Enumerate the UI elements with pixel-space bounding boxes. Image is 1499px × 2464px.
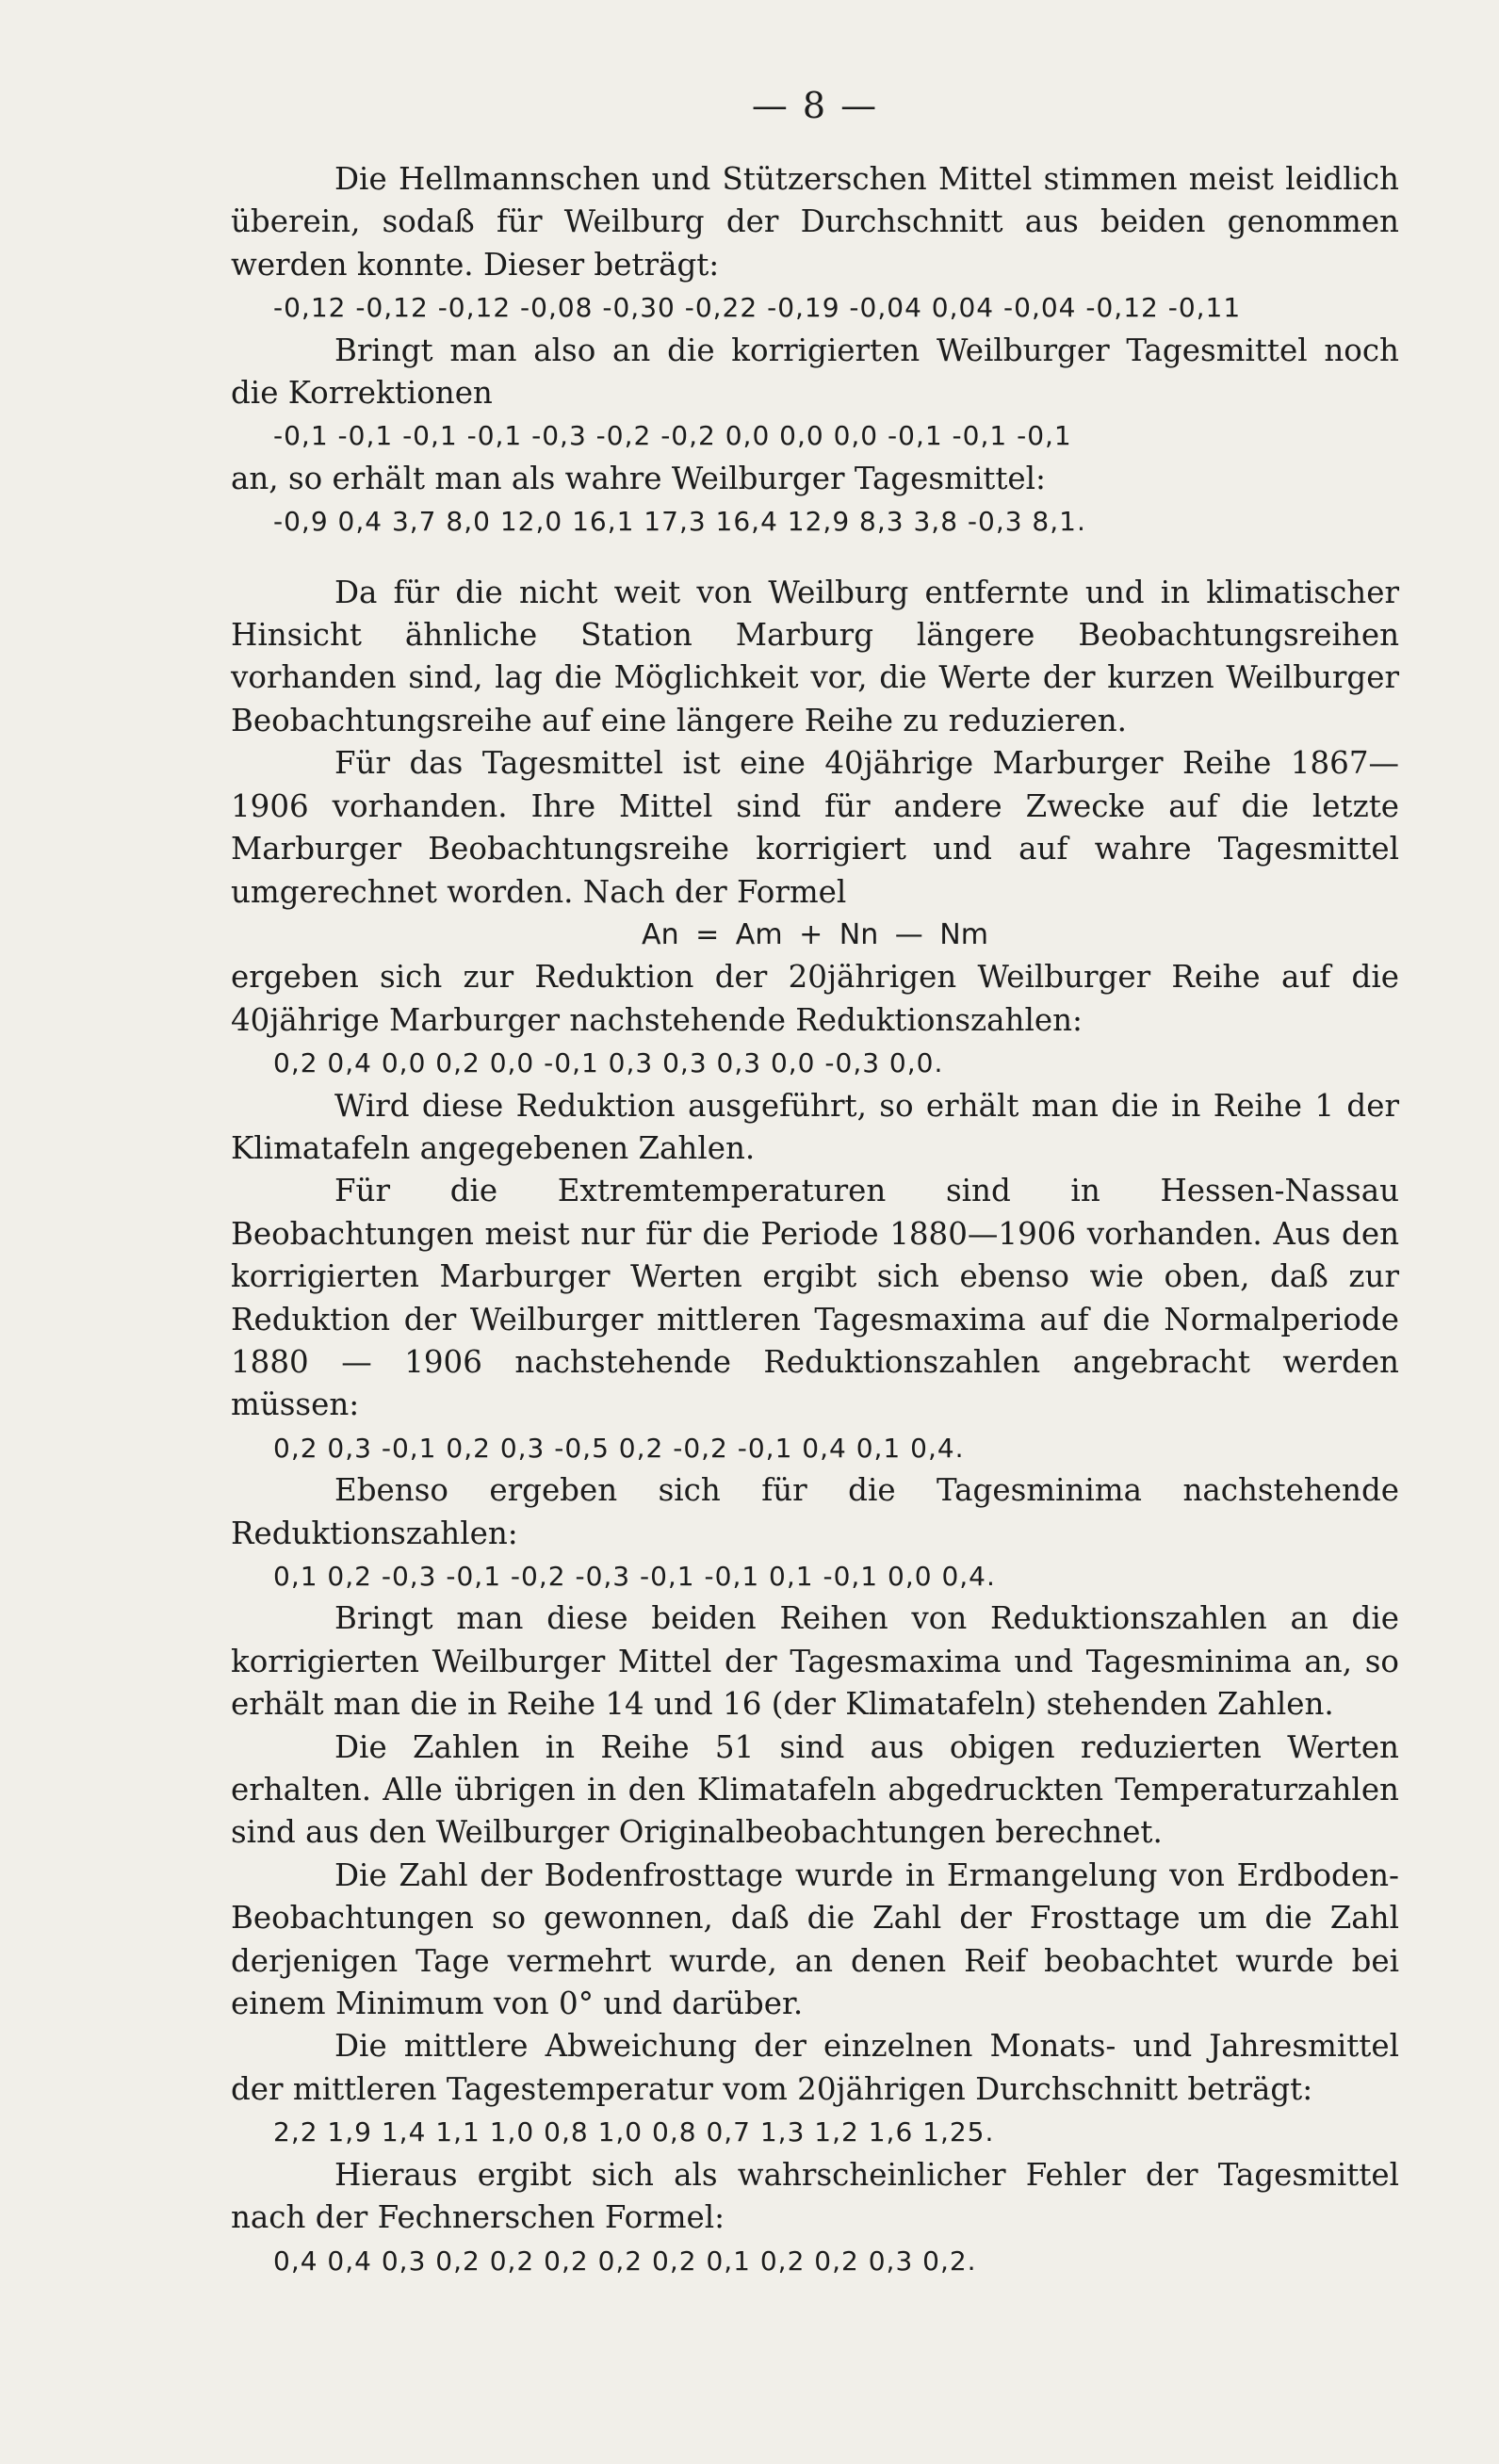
number-row: -0,12 -0,12 -0,12 -0,08 -0,30 -0,22 -0,19 -0,04 0,04 -0,04 -0,12 -0,11 [273,292,1242,324]
paragraph: Die mittlere Abweichung der einzelnen Monats- und Jahresmittel der mittleren Tagestemperatur vom 20jährigen Durchschnitt beträgt: [231,2028,1399,2107]
formula: An = Am + Nn — Nm [642,917,988,951]
number-row: 0,1 0,2 -0,3 -0,1 -0,2 -0,3 -0,1 -0,1 0,1 -0,1 0,0 0,4. [273,1561,996,1592]
paragraph: Bringt man diese beiden Reihen von Reduktionszahlen an die korrigierten Weilburger Mittel der Tagesmaxima und Tagesminima an, so erhält man die in Reihe 14 und 16 (der Klimatafeln) stehenden Zahlen. [231,1600,1399,1723]
paragraph: Hieraus ergibt sich als wahrscheinlicher Fehler der Tagesmittel nach der Fechnerschen Formel: [231,2156,1399,2236]
paragraph: Die Zahl der Bodenfrosttage wurde in Ermangelung von Erdboden-Beobachtungen so gewonnen, daß die Zahl der Frosttage um die Zahl derjenigen Tage vermehrt wurde, an denen Reif beobachtet wurde bei einem Minimum von 0° und darüber. [231,1856,1399,2022]
document-body [231,158,1399,2282]
number-row: -0,1 -0,1 -0,1 -0,1 -0,3 -0,2 -0,2 0,0 0,0 0,0 -0,1 -0,1 -0,1 [273,420,1072,452]
paragraph: Ebenso ergeben sich für die Tagesminima nachstehende Reduktionszahlen: [231,1472,1399,1551]
paragraph: ergeben sich zur Reduktion der 20jährigen Weilburger Reihe auf die 40jährige Marburger nachstehende Reduktionszahlen: [231,959,1399,1038]
paragraph: Die Zahlen in Reihe 51 sind aus obigen reduzierten Werten erhalten. Alle übrigen in den Klimatafeln abgedruckten Temperaturzahlen sind aus den Weilburger Originalbeobachtungen berechnet. [231,1728,1399,1851]
paragraph: Die Hellmannschen und Stützerschen Mittel stimmen meist leidlich überein, sodaß für Weilburg der Durchschnitt aus beiden genommen werden konnte. Dieser beträgt: [231,161,1399,283]
paragraph: Wird diese Reduktion ausgeführt, so erhält man die in Reihe 1 der Klimatafeln angegebenen Zahlen. [231,1087,1399,1166]
number-row: -0,9 0,4 3,7 8,0 12,0 16,1 17,3 16,4 12,9 8,3 3,8 -0,3 8,1. [273,506,1086,538]
number-row: 0,4 0,4 0,3 0,2 0,2 0,2 0,2 0,2 0,1 0,2 0,2 0,3 0,2. [273,2245,977,2277]
page-number: — 8 — [751,85,879,126]
number-row: 0,2 0,3 -0,1 0,2 0,3 -0,5 0,2 -0,2 -0,1 0,4 0,1 0,4. [273,1432,965,1464]
number-row: 2,2 1,9 1,4 1,1 1,0 0,8 1,0 0,8 0,7 1,3 1,2 1,6 1,25. [273,2116,995,2148]
section-gap [231,543,1399,572]
paragraph: Für das Tagesmittel ist eine 40jährige Marburger Reihe 1867—1906 vorhanden. Ihre Mittel sind für andere Zwecke auf die letzte Marburger Beobachtungsreihe korrigiert und auf wahre Tagesmittel umgerechnet worden. Nach der Formel [231,745,1399,910]
number-row: 0,2 0,4 0,0 0,2 0,0 -0,1 0,3 0,3 0,3 0,0 -0,3 0,0. [273,1047,944,1079]
paragraph: Bringt man also an die korrigierten Weilburger Tagesmittel noch die Korrektionen [231,332,1399,412]
paragraph: Da für die nicht weit von Weilburg entfernte und in klimatischer Hinsicht ähnliche Station Marburg längere Beobachtungsreihen vorhanden sind, lag die Möglichkeit vor, die Werte der kurzen Weilburger Beobachtungsreihe auf eine längere Reihe zu reduzieren. [231,574,1399,738]
document-page [231,85,1399,2282]
paragraph: Für die Extremtemperaturen sind in Hessen-Nassau Beobachtungen meist nur für die Periode 1880—1906 vorhanden. Aus den korrigierten Marburger Werten ergibt sich ebenso wie oben, daß zur Reduktion der Weilburger mittleren Tagesmaxima auf die Normalperiode 1880 — 1906 nachstehende Reduktionszahlen angebracht werden müssen: [231,1173,1399,1423]
paragraph: an, so erhält man als wahre Weilburger Tagesmittel: [231,460,1046,496]
